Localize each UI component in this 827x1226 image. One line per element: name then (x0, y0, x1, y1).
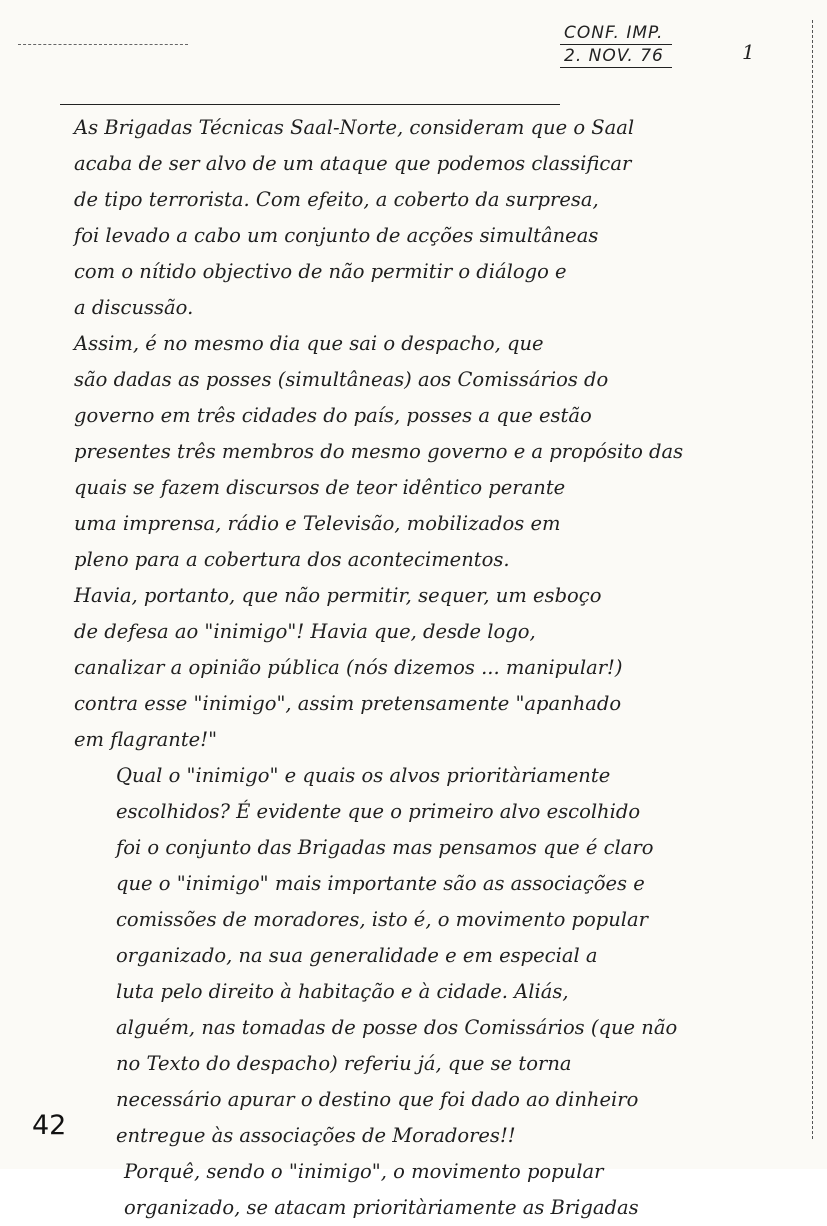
text-line: alguém, nas tomadas de posse dos Comissários (que não (116, 1016, 678, 1039)
conf-imp-stamp (560, 22, 672, 68)
text-line: no Texto do despacho) referiu já, que se torna (116, 1052, 572, 1075)
text-line: governo em três cidades do país, posses a que estão (74, 404, 592, 427)
text-line: de defesa ao "inimigo"! Havia que, desde logo, (74, 620, 536, 643)
stamp-line-1: CONF. IMP. (564, 23, 664, 43)
perforated-edge-right (812, 20, 813, 1139)
text-line: presentes três membros do mesmo governo e a propósito das (74, 440, 684, 463)
text-line: Qual o "inimigo" e quais os alvos prioritàriamente (116, 764, 611, 787)
text-line: que o "inimigo" mais importante são as associações e (116, 872, 645, 895)
text-line: pleno para a cobertura dos acontecimentos. (74, 548, 510, 571)
text-line: escolhidos? É evidente que o primeiro alvo escolhido (116, 800, 641, 823)
text-line: com o nítido objectivo de não permitir o diálogo e (74, 260, 567, 283)
text-line: luta pelo direito à habitação e à cidade. Aliás, (116, 980, 569, 1003)
text-line: organizado, na sua generalidade e em especial a (116, 944, 598, 967)
folio-number: 42 (32, 1110, 67, 1141)
text-line: organizado, se atacam prioritàriamente as Brigadas (124, 1196, 639, 1219)
text-line: comissões de moradores, isto é, o movimento popular (116, 908, 648, 931)
text-line: canalizar a opinião pública (nós dizemos ... manipular!) (74, 656, 623, 679)
stamp-line-2: 2. NOV. 76 (560, 44, 672, 68)
text-line: são dadas as posses (simultâneas) aos Comissários do (74, 368, 609, 391)
header-rule (60, 104, 560, 105)
torn-edge-top (18, 44, 188, 45)
text-line: quais se fazem discursos de teor idêntico perante (74, 476, 566, 499)
text-line: necessário apurar o destino que foi dado ao dinheiro (116, 1088, 639, 1111)
text-line: acaba de ser alvo de um ataque que podemos classificar (74, 152, 632, 175)
text-line: uma imprensa, rádio e Televisão, mobilizados em (74, 512, 561, 535)
text-line: Porquê, sendo o "inimigo", o movimento popular (124, 1160, 604, 1183)
text-line: Havia, portanto, que não permitir, sequer, um esboço (74, 584, 602, 607)
page-number: 1 (742, 40, 755, 64)
text-line: contra esse "inimigo", assim pretensamente "apanhado (74, 692, 622, 715)
text-line: entregue às associações de Moradores!! (116, 1124, 516, 1147)
text-line: foi levado a cabo um conjunto de acções simultâneas (74, 224, 599, 247)
text-line: foi o conjunto das Brigadas mas pensamos que é claro (116, 836, 654, 859)
text-line: de tipo terrorista. Com efeito, a coberto da surpresa, (74, 188, 599, 211)
text-line: As Brigadas Técnicas Saal-Norte, consideram que o Saal (74, 116, 635, 139)
text-line: a discussão. (74, 296, 194, 319)
text-line: em flagrante!" (74, 728, 218, 751)
text-line: Assim, é no mesmo dia que sai o despacho, que (74, 332, 544, 355)
handwritten-body (74, 110, 794, 1226)
